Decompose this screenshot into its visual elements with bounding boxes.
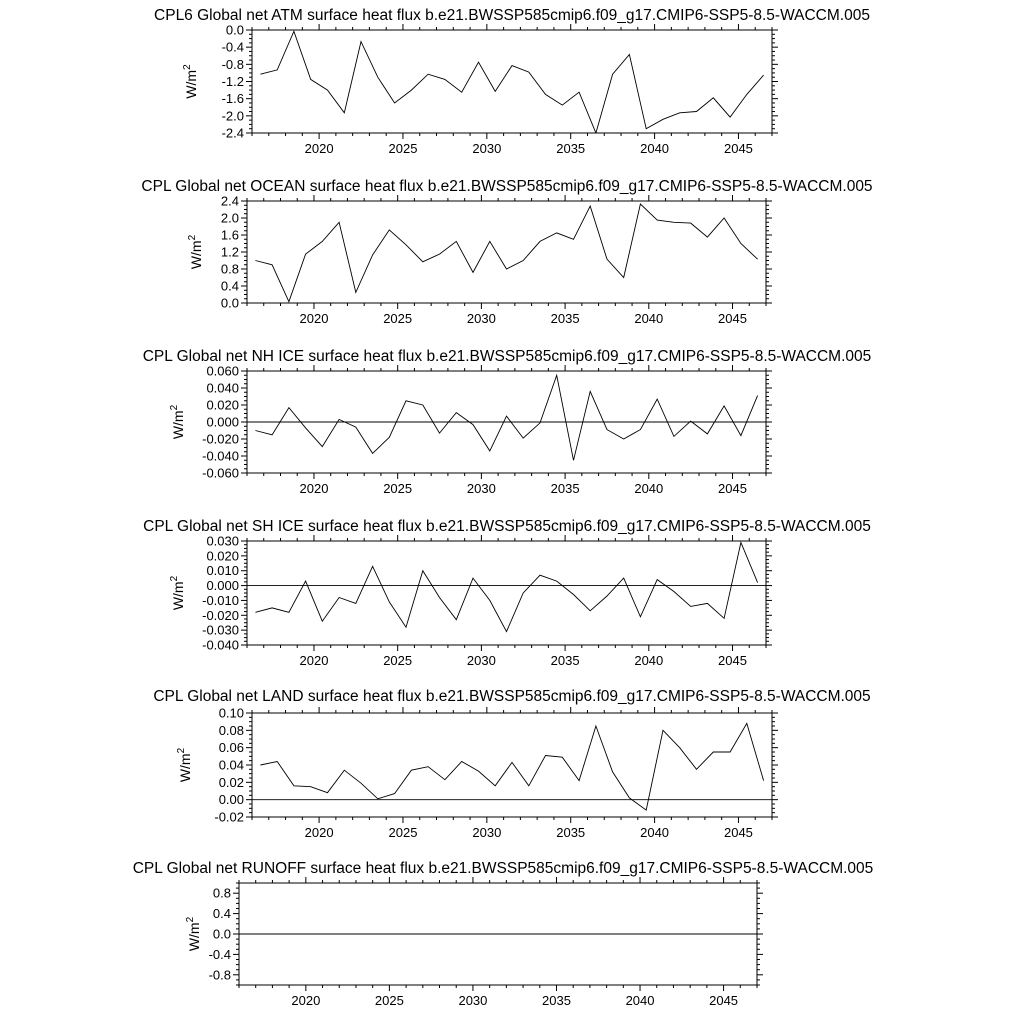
y-tick-label: 0.000	[206, 578, 239, 594]
series-line	[255, 204, 757, 302]
y-tick-label: -0.020	[202, 607, 239, 623]
y-tick-label: -0.060	[202, 465, 239, 481]
plot-frame	[252, 30, 772, 133]
panel-land	[153, 688, 870, 840]
x-tick-label: 2045	[723, 141, 753, 156]
y-tick-label: 0.0	[212, 926, 231, 942]
y-tick-label: -2.0	[221, 108, 244, 124]
y-axis-label: $W/m^2$	[187, 234, 204, 270]
x-tick-label: 2025	[388, 141, 418, 156]
y-tick-label: 0.10	[218, 705, 244, 721]
x-tick-label: 2035	[550, 311, 580, 326]
y-tick-label: 0.04	[218, 757, 244, 773]
y-tick-label: 0.06	[218, 740, 244, 756]
x-tick-label: 2045	[709, 993, 739, 1008]
x-tick-label: 2030	[466, 653, 496, 668]
x-tick-label: 2040	[634, 653, 664, 668]
y-tick-label: -0.8	[221, 56, 244, 72]
series-line	[260, 723, 763, 810]
y-tick-label: -2.4	[221, 125, 244, 141]
x-tick-label: 2045	[718, 653, 747, 668]
plot-frame	[247, 201, 766, 303]
y-tick-label: -0.8	[208, 967, 231, 983]
y-tick-label: -0.4	[221, 39, 244, 55]
x-tick-label: 2045	[718, 311, 747, 326]
x-tick-label: 2020	[291, 993, 321, 1008]
x-tick-label: 2040	[640, 825, 670, 840]
panel-nh-ice	[143, 348, 872, 496]
y-tick-label: 0.08	[218, 722, 244, 738]
x-tick-label: 2020	[299, 311, 329, 326]
x-tick-label: 2030	[472, 141, 502, 156]
chart-title: CPL Global net LAND surface heat flux b.e21.BWSSP585cmip6.f09_g17.CMIP6-SSP5-8.5-WACCM.005	[153, 688, 871, 705]
x-tick-label: 2035	[542, 993, 571, 1008]
x-tick-label: 2035	[550, 653, 580, 668]
y-axis-label: $W/m^2$	[169, 404, 186, 440]
x-tick-label: 2035	[556, 825, 586, 840]
y-tick-label: 0.000	[206, 414, 239, 430]
y-tick-label: 0.030	[206, 533, 239, 549]
y-tick-label: 2.0	[220, 210, 239, 226]
y-tick-label: -0.4	[208, 946, 231, 962]
y-tick-label: 0.4	[212, 906, 231, 922]
x-tick-label: 2040	[634, 481, 664, 496]
y-tick-label: 0.00	[218, 792, 244, 808]
y-tick-label: -1.6	[221, 91, 244, 107]
panel-atm	[154, 7, 870, 156]
y-tick-label: -0.02	[214, 809, 244, 825]
y-tick-label: -0.020	[202, 431, 239, 447]
x-tick-label: 2020	[299, 481, 329, 496]
x-tick-label: 2035	[550, 481, 580, 496]
x-tick-label: 2020	[299, 653, 329, 668]
plot-frame	[252, 713, 772, 817]
x-tick-label: 2030	[466, 311, 496, 326]
x-tick-label: 2045	[718, 481, 747, 496]
x-tick-label: 2030	[466, 481, 496, 496]
y-tick-label: 0.010	[206, 563, 239, 579]
y-axis-label: $W/m^2$	[176, 747, 193, 783]
chart-title: CPL6 Global net ATM surface heat flux b.e21.BWSSP585cmip6.f09_g17.CMIP6-SSP5-8.5-WACCM.005	[154, 7, 870, 24]
y-axis-label: $W/m^2$	[182, 64, 199, 99]
series-line	[255, 375, 757, 460]
chart-title: CPL Global net RUNOFF surface heat flux b.e21.BWSSP585cmip6.f09_g17.CMIP6-SSP5-8.5-WACCM.005	[132, 860, 874, 877]
series-line	[260, 31, 763, 133]
y-tick-label: 0.8	[212, 885, 231, 901]
series-line	[255, 543, 757, 632]
y-tick-label: -0.040	[202, 637, 239, 653]
y-tick-label: -1.2	[221, 74, 244, 89]
x-tick-label: 2025	[383, 481, 413, 496]
chart-title: CPL Global net SH ICE surface heat flux b.e21.BWSSP585cmip6.f09_g17.CMIP6-SSP5-8.5-WACCM.005	[143, 518, 871, 535]
y-tick-label: 0.040	[206, 380, 239, 396]
x-tick-label: 2045	[723, 825, 753, 840]
panel-ocean	[141, 178, 872, 326]
y-tick-label: 0.02	[218, 774, 244, 790]
x-tick-label: 2040	[640, 141, 670, 156]
y-tick-label: 0.0	[220, 295, 239, 311]
x-tick-label: 2040	[634, 311, 664, 326]
y-tick-label: 0.020	[206, 397, 239, 413]
y-tick-label: -0.040	[202, 448, 239, 464]
x-tick-label: 2025	[383, 653, 413, 668]
y-axis-label: $W/m^2$	[169, 575, 186, 611]
y-tick-label: 0.4	[220, 278, 239, 294]
y-tick-label: 2.4	[220, 193, 239, 209]
panel-sh-ice	[143, 518, 871, 668]
x-tick-label: 2040	[625, 993, 655, 1008]
panel-runoff	[133, 860, 874, 1008]
y-tick-label: 1.2	[220, 244, 239, 260]
y-axis-label: $W/m^2$	[185, 916, 202, 952]
x-tick-label: 2025	[383, 311, 413, 326]
x-tick-label: 2020	[304, 825, 334, 840]
x-tick-label: 2030	[472, 825, 502, 840]
y-tick-label: 0.060	[206, 363, 239, 379]
y-tick-label: -0.010	[202, 592, 239, 608]
x-tick-label: 2020	[304, 141, 334, 156]
y-tick-label: 0.8	[220, 261, 239, 277]
chart-title: CPL Global net NH ICE surface heat flux b.e21.BWSSP585cmip6.f09_g17.CMIP6-SSP5-8.5-WACCM.005	[142, 348, 872, 365]
x-tick-label: 2025	[388, 825, 418, 840]
y-tick-label: 0.020	[206, 548, 239, 564]
x-tick-label: 2025	[374, 993, 404, 1008]
x-tick-label: 2035	[556, 141, 586, 156]
y-tick-label: 0.0	[225, 22, 244, 38]
chart-title: CPL Global net OCEAN surface heat flux b.e21.BWSSP585cmip6.f09_g17.CMIP6-SSP5-8.5-WACCM.005	[141, 178, 873, 195]
y-tick-label: 1.6	[220, 227, 239, 243]
x-tick-label: 2030	[458, 993, 488, 1008]
plot-frame	[247, 541, 766, 645]
y-tick-label: -0.030	[202, 622, 239, 638]
